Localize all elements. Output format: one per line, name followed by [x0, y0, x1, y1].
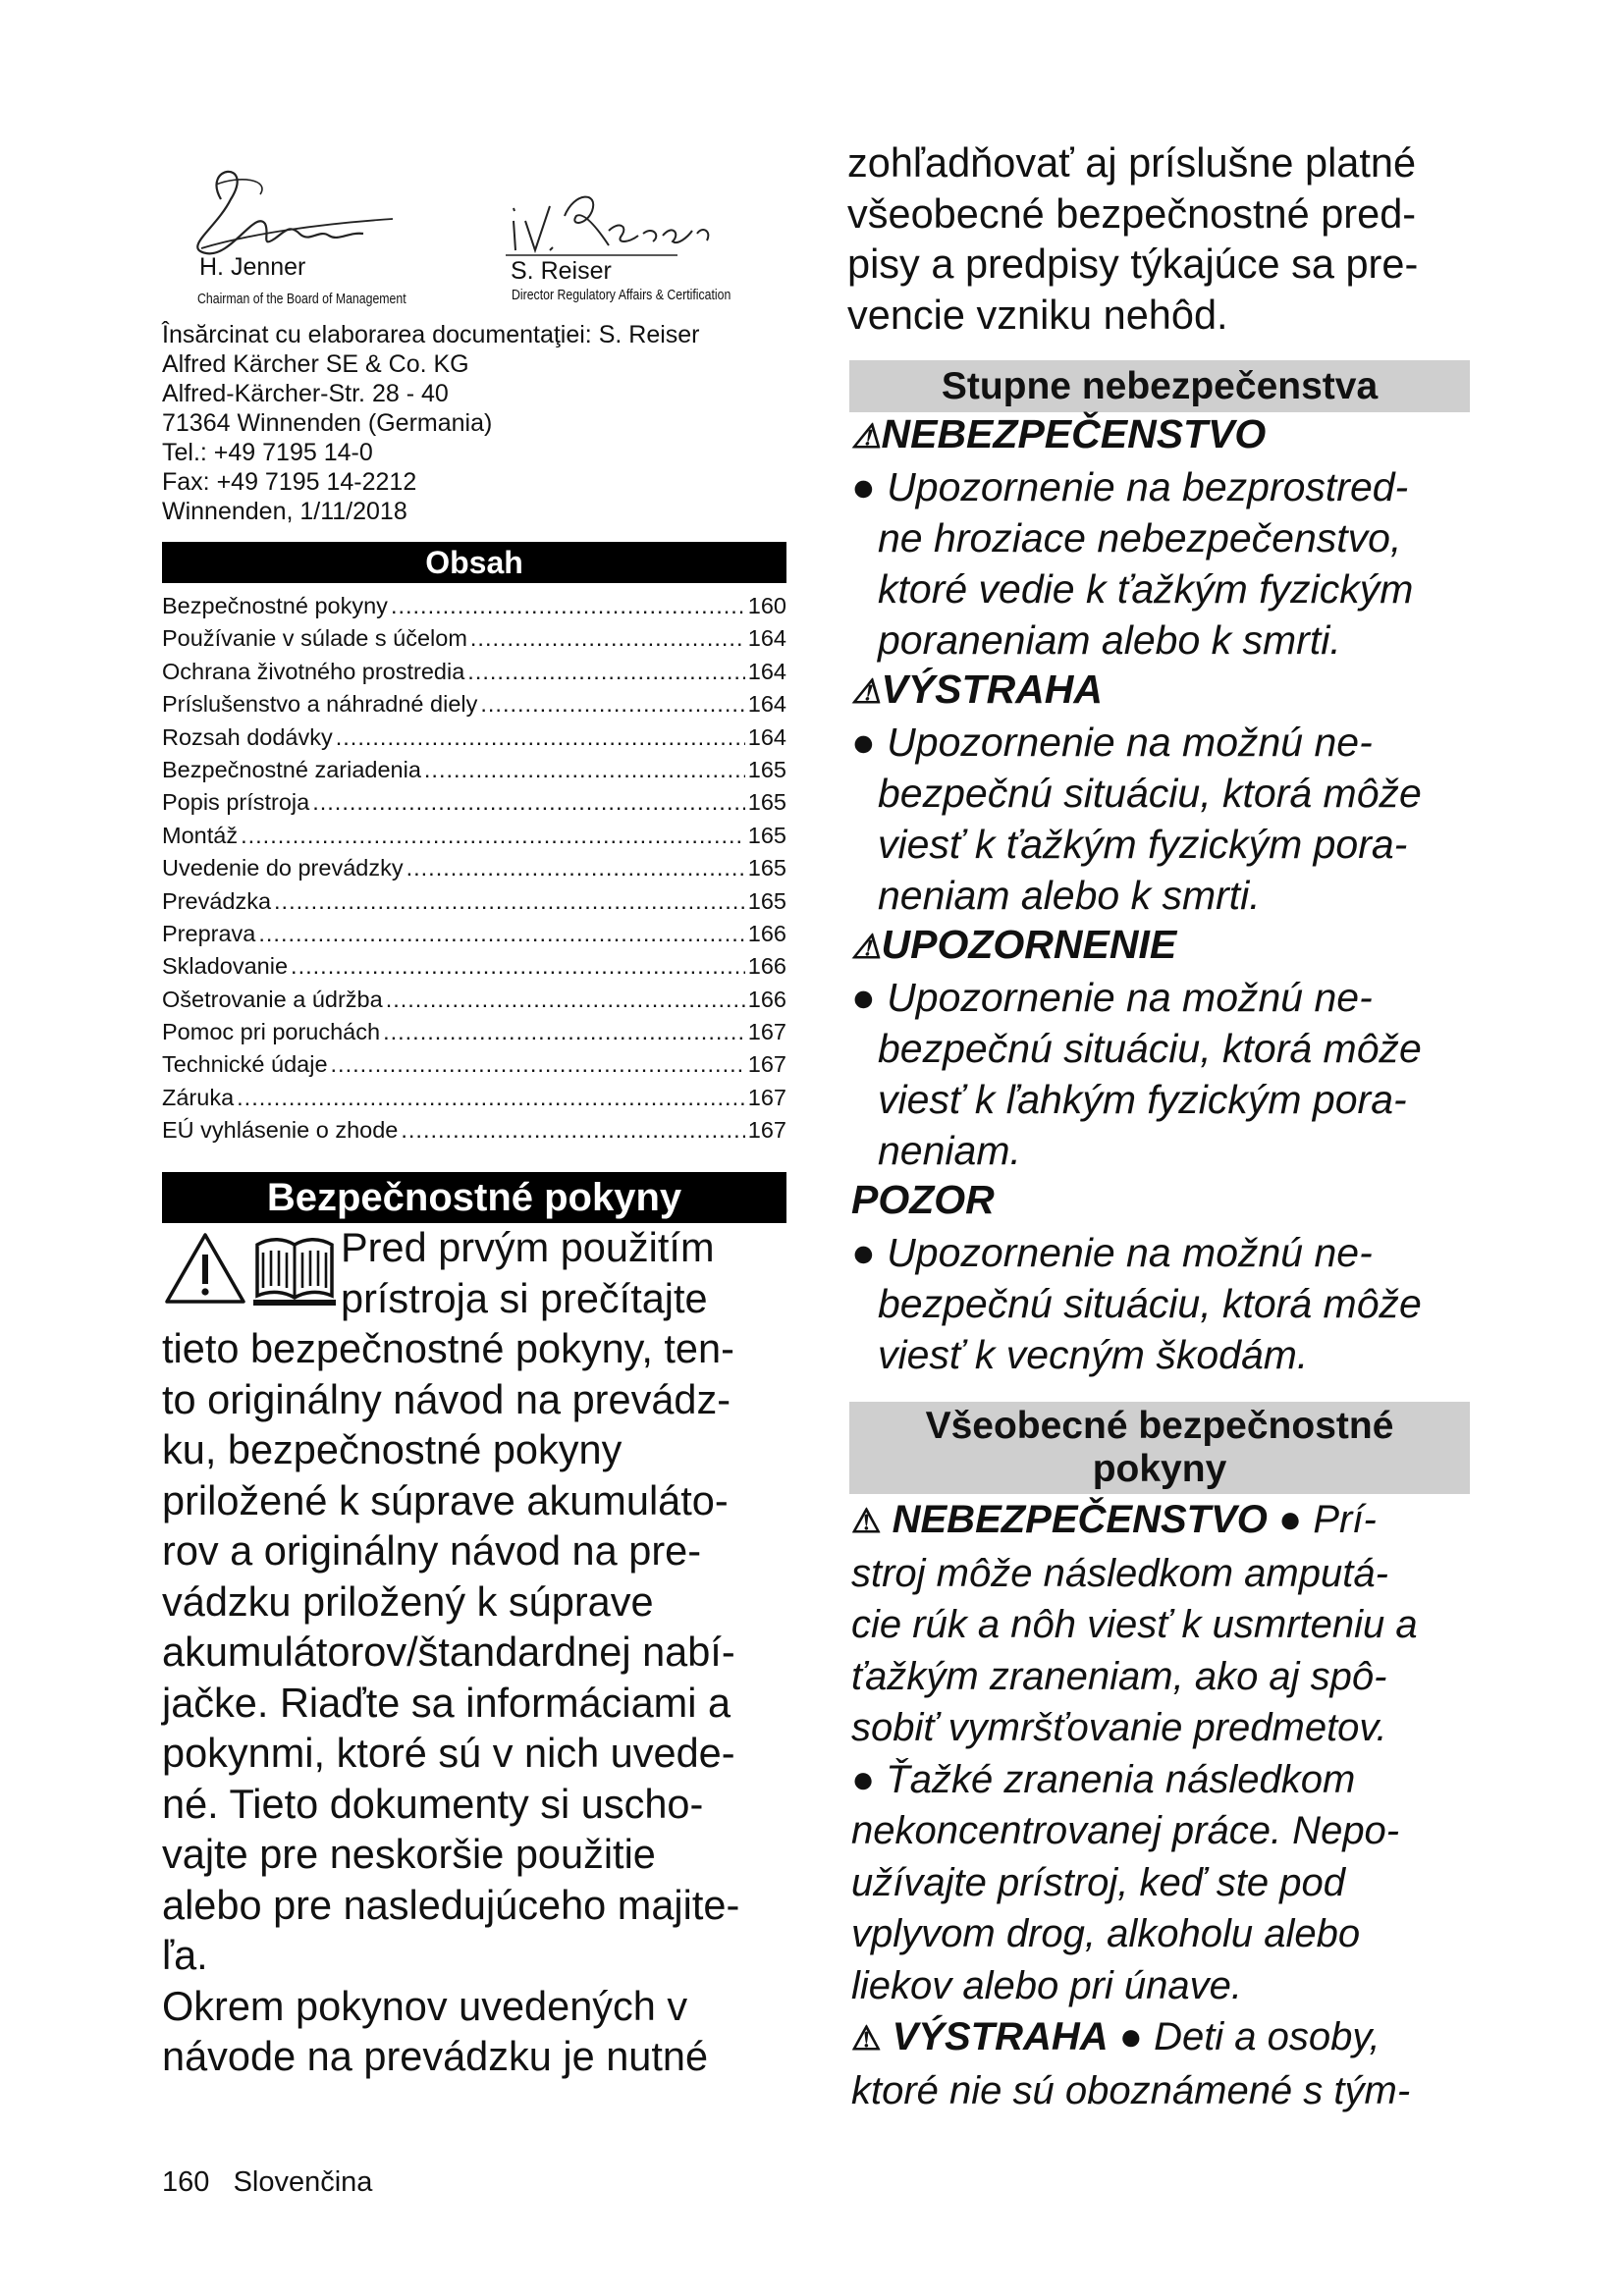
toc-row[interactable] [162, 885, 786, 918]
toc-title: Technické údaje [162, 1051, 328, 1078]
toc-page: 165 [747, 887, 786, 914]
text-line: Upozornenie na možnú ne- [887, 720, 1373, 765]
toc-title: Záruka [162, 1084, 235, 1110]
warning-icon: ⚠ [851, 2020, 882, 2057]
toc-row[interactable] [162, 820, 786, 852]
toc-row[interactable] [162, 590, 786, 622]
hazard-label: UPOZORNENIE [881, 922, 1177, 967]
address-line: Winnenden, 1/11/2018 [162, 498, 407, 525]
bullet-icon: ● [851, 1757, 876, 1801]
text-line: nekoncentrovanej práce. Nepo- [851, 1809, 1400, 1852]
text-line: priložené k súprave akumuláto- [162, 1476, 729, 1523]
signature-role: Chairman of the Board of Management [197, 291, 406, 307]
toc-leader [391, 590, 745, 622]
text-line: liekov alebo pri únave. [851, 1963, 1243, 2007]
toc-page: 165 [747, 822, 786, 848]
read-manual-icon [251, 1231, 338, 1308]
toc-title: Ochrana životného prostredia [162, 658, 465, 684]
signature-reiser [506, 187, 790, 265]
text-line: vplyvom drog, alkoholu alebo [851, 1912, 1361, 1955]
address-line: Alfred Kärcher SE & Co. KG [162, 350, 469, 378]
text-line: viesť k ťažkým fyzickým pora- [878, 822, 1408, 867]
toc-title: Bezpečnostné zariadenia [162, 756, 421, 782]
text-line: užívajte prístroj, keď ste pod [851, 1860, 1346, 1904]
safety-heading: Bezpečnostné pokyny [162, 1172, 786, 1223]
toc-row[interactable] [162, 721, 786, 754]
toc-row[interactable] [162, 950, 786, 983]
text-line: to originálny návod na prevádz- [162, 1375, 731, 1422]
toc-title: Používanie v súlade s účelom [162, 625, 467, 652]
text-line: viesť k ľahkým fyzickým pora- [878, 1077, 1407, 1122]
hazard-label: VÝSTRAHA [881, 667, 1104, 712]
text-line: ťažkým zraneniam, ako aj spô- [851, 1654, 1387, 1698]
hazard-label: POZOR [851, 1177, 995, 1222]
toc-row[interactable] [162, 1048, 786, 1081]
safety-intro-body [162, 1323, 739, 2082]
text-line: Pred prvým použitím [341, 1224, 715, 1270]
toc-page: 166 [747, 953, 786, 980]
text-line: vádzku priložený k súprave [162, 1577, 654, 1625]
warning-triangle-icon [163, 1231, 247, 1306]
toc-leader [406, 852, 745, 884]
text-line: poraneniam alebo k smrti. [878, 617, 1341, 663]
text-line: Upozornenie na bezprostred- [887, 464, 1409, 509]
hazard-level-notice [851, 1177, 995, 1223]
toc-page: 167 [747, 1051, 786, 1078]
table-of-contents [162, 590, 786, 1148]
toc-title: EÚ vyhlásenie o zhode [162, 1117, 399, 1144]
toc-title: Ošetrovanie a údržba [162, 986, 383, 1012]
hazard-description [851, 1227, 1422, 1380]
toc-row[interactable] [162, 984, 786, 1016]
text-line: pisy a predpisy týkajúce sa pre- [847, 240, 1419, 287]
text-line: prístroja si prečítajte [341, 1274, 708, 1321]
text-line: návode na prevádzku je nutné [162, 2033, 709, 2079]
toc-row[interactable] [162, 1114, 786, 1147]
toc-title: Montáž [162, 822, 239, 848]
toc-leader [291, 950, 745, 983]
text-line: stroj môže následkom amputá- [851, 1551, 1388, 1595]
toc-leader [274, 885, 745, 918]
general-safety-text [851, 1494, 1418, 2116]
toc-page: 160 [747, 593, 786, 618]
text-line: né. Tieto dokumenty si uscho- [162, 1780, 704, 1827]
bullet-icon: ● [851, 1230, 876, 1275]
text-line: ku, bezpečnostné pokyny [162, 1426, 623, 1472]
address-line: Fax: +49 7195 14-2212 [162, 468, 417, 496]
toc-title: Popis prístroja [162, 789, 310, 816]
right-top-text [847, 137, 1418, 340]
text-line: Ťažké zranenia následkom [886, 1757, 1356, 1801]
text-line: bezpečnú situáciu, ktorá môže [878, 771, 1422, 816]
warning-label: VÝSTRAHA [892, 2015, 1109, 2058]
text-line: viesť k vecným škodám. [878, 1332, 1309, 1377]
page-footer [162, 2166, 372, 2199]
text-line: vajte pre neskoršie použitie [162, 1831, 656, 1877]
text-line: akumulátorov/štandardnej nabí- [162, 1629, 735, 1675]
warning-icon: ⚠ [851, 929, 882, 966]
toc-leader [467, 656, 744, 688]
toc-row[interactable] [162, 852, 786, 884]
toc-leader [470, 622, 745, 655]
hazard-description [851, 717, 1422, 921]
toc-page: 164 [747, 691, 786, 718]
toc-title: Príslušenstvo a náhradné diely [162, 691, 478, 718]
bullet-icon: ● [851, 720, 876, 765]
bullet-icon: ● [1278, 1498, 1303, 1541]
text-line: bezpečnú situáciu, ktorá môže [878, 1026, 1422, 1071]
text-line: Okrem pokynov uvedených v [162, 1982, 688, 2029]
toc-page: 164 [747, 625, 786, 652]
toc-leader [383, 1016, 745, 1048]
toc-title: Prevádzka [162, 887, 272, 914]
address-line: Alfred-Kärcher-Str. 28 - 40 [162, 380, 449, 407]
address-line: Tel.: +49 7195 14-0 [162, 439, 373, 466]
text-line: tieto bezpečnostné pokyny, ten- [162, 1325, 734, 1371]
signature-jenner [162, 155, 398, 268]
toc-leader [401, 1114, 744, 1147]
signature-role: Director Regulatory Affairs & Certification [512, 287, 731, 303]
text-line: sobiť vymršťovanie predmetov. [851, 1706, 1387, 1749]
toc-row[interactable] [162, 918, 786, 950]
bullet-icon: ● [851, 975, 876, 1020]
hazard-description [851, 461, 1413, 666]
text-line: vencie vzniku nehôd. [847, 291, 1228, 338]
toc-leader [241, 820, 745, 852]
address-line: 71364 Winnenden (Germania) [162, 409, 493, 437]
warning-icon: ⚠ [851, 418, 882, 455]
toc-row[interactable] [162, 656, 786, 688]
toc-page: 164 [747, 658, 786, 684]
toc-title: Skladovanie [162, 953, 289, 980]
footer-language: Slovenčina [233, 2166, 373, 2198]
text-line: cie rúk a nôh viesť k usmrteniu a [851, 1603, 1418, 1646]
text-line: Upozornenie na možnú ne- [887, 1230, 1373, 1275]
toc-page: 166 [747, 986, 786, 1012]
toc-row[interactable] [162, 754, 786, 786]
text-line: neniam alebo k smrti. [878, 873, 1261, 918]
toc-page: 165 [747, 855, 786, 881]
text-line: Deti a osoby, [1154, 2015, 1380, 2058]
toc-title: Bezpečnostné pokyny [162, 593, 388, 618]
toc-title: Pomoc pri poruchách [162, 1019, 381, 1045]
toc-leader [424, 754, 745, 786]
hazard-level-caution [851, 922, 1176, 968]
toc-page: 165 [747, 789, 786, 816]
toc-page: 167 [747, 1084, 786, 1110]
heading-line: Všeobecné bezpečnostné [925, 1405, 1394, 1447]
hazard-level-warning [851, 667, 1103, 713]
text-line: alebo pre nasledujúceho majite- [162, 1881, 740, 1928]
text-line: ne hroziace nebezpečenstvo, [878, 515, 1402, 561]
toc-title: Uvedenie do prevádzky [162, 855, 404, 881]
toc-heading: Obsah [162, 542, 786, 583]
toc-leader [237, 1082, 745, 1114]
toc-leader [480, 688, 744, 721]
toc-page: 165 [747, 756, 786, 782]
signature-name: S. Reiser [511, 257, 612, 285]
toc-title: Preprava [162, 920, 256, 946]
toc-row[interactable] [162, 1082, 786, 1114]
toc-page: 166 [747, 920, 786, 946]
toc-row[interactable] [162, 688, 786, 721]
toc-leader [336, 721, 745, 754]
signature-name: H. Jenner [199, 253, 306, 281]
danger-label: NEBEZPEČENSTVO [892, 1498, 1268, 1541]
toc-row[interactable] [162, 786, 786, 819]
hazard-label: NEBEZPEČENSTVO [881, 411, 1267, 456]
safety-intro-first [341, 1222, 715, 1323]
toc-row[interactable] [162, 1016, 786, 1048]
bullet-icon: ● [1118, 2015, 1143, 2058]
warning-icon: ⚠ [851, 673, 882, 711]
toc-page: 167 [747, 1019, 786, 1045]
text-line: ľa. [162, 1932, 208, 1978]
toc-page: 167 [747, 1117, 786, 1144]
text-line: jačke. Riaďte sa informáciami a [162, 1679, 731, 1726]
heading-line: pokyny [1092, 1448, 1227, 1490]
address-block [162, 320, 700, 526]
toc-title: Rozsah dodávky [162, 723, 333, 750]
toc-leader [258, 918, 744, 950]
bullet-icon: ● [851, 464, 876, 509]
toc-leader [312, 786, 745, 819]
text-line: rov a originálny návod na pre- [162, 1527, 702, 1574]
text-line: Upozornenie na možnú ne- [887, 975, 1373, 1020]
text-line: bezpečnú situáciu, ktorá môže [878, 1281, 1422, 1326]
text-line: pokynmi, ktoré sú v nich uvede- [162, 1730, 735, 1776]
text-line: Prí- [1313, 1498, 1377, 1541]
toc-page: 164 [747, 723, 786, 750]
hazard-heading: Stupne nebezpečenstva [849, 360, 1470, 412]
hazard-level-danger [851, 411, 1266, 457]
general-safety-heading [849, 1402, 1470, 1494]
warning-icon: ⚠ [851, 1503, 882, 1540]
toc-leader [331, 1048, 745, 1081]
text-line: ktoré nie sú oboznámené s tým- [851, 2068, 1411, 2112]
address-line: Însărcinat cu elaborarea documentaţiei: S. Reiser [162, 321, 700, 348]
toc-leader [386, 984, 745, 1016]
text-line: neniam. [878, 1128, 1021, 1173]
text-line: ktoré vedie k ťažkým fyzickým [878, 566, 1414, 612]
text-line: zohľadňovať aj príslušne platné [847, 139, 1417, 186]
hazard-description [851, 972, 1422, 1176]
text-line: všeobecné bezpečnostné pred- [847, 189, 1417, 237]
page-number: 160 [162, 2166, 210, 2198]
toc-row[interactable] [162, 622, 786, 655]
